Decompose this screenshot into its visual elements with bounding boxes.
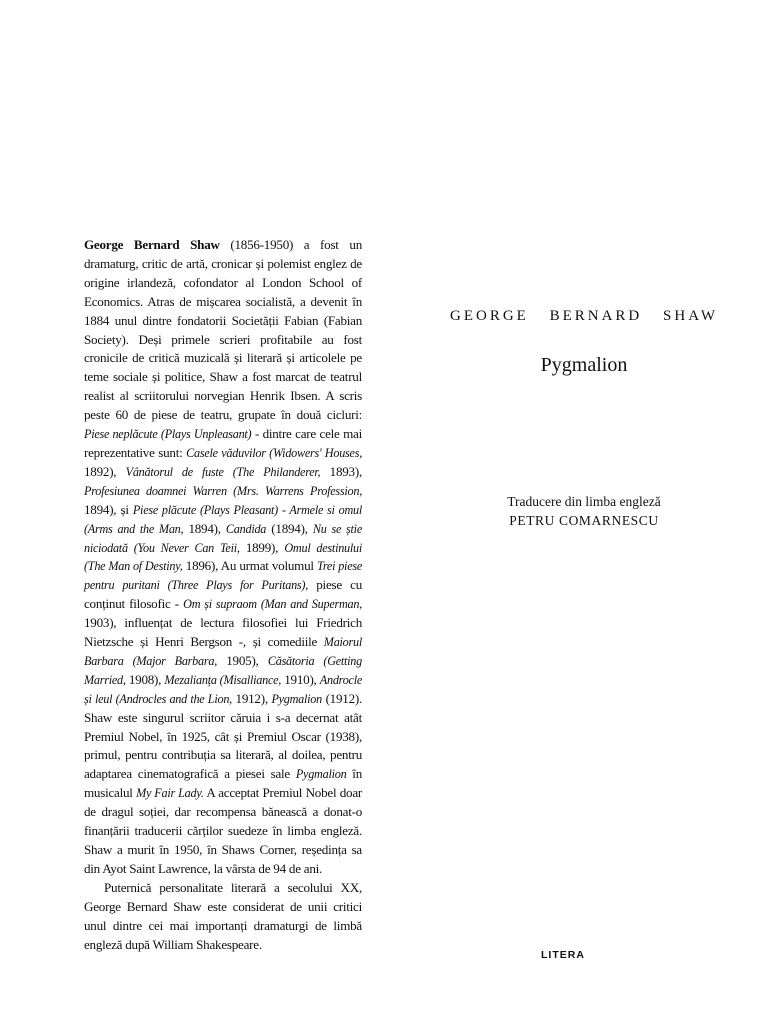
bio-text: 1905),: [217, 652, 268, 668]
play-title: Omul destinului (The Man of Destiny,: [84, 540, 363, 574]
bio-text: 1903), influențat de lectura filosofiei lui Friedrich Nietzsche și Henri Bergson -, și comediile: [84, 615, 362, 650]
bio-text: 1894), și: [84, 501, 133, 517]
bio-text: - dintre care cele mai reprezentative sunt:: [84, 426, 363, 460]
translation-note: Traducere din limba engleză: [507, 494, 661, 509]
play-title: Profesiunea doamnei Warren (Mrs. Warrens Profession,: [84, 483, 362, 498]
bio-text: 1910),: [281, 671, 320, 687]
author-last-name: SHAW: [663, 308, 718, 324]
play-title: Casele văduvilor (Widowers' Houses,: [186, 445, 362, 460]
bio-text: 1893),: [320, 463, 362, 479]
bio-text: în musicalul: [84, 766, 362, 801]
volume-title: Trei piese pentru puritani (Three Plays for Puritans),: [84, 559, 363, 593]
cycle-title: Piese neplăcute (Plays Unpleasant): [84, 427, 252, 442]
bio-text: (1912). Shaw este singurul scriitor căruia i s-a decernat atât Premiul Nobel, în 1925, cât și Premiul Oscar (1938), primul, pentru contribuția sa literară, al doilea, pentru adaptarea cinematografică a piesei sale: [84, 690, 362, 782]
cycle-title: Piese plăcute (Plays Pleasant) - Armele si omul (Arms and the Man,: [84, 502, 362, 536]
biography-paragraph: [84, 236, 362, 879]
play-title: Maiorul Barbara (Major Barbara,: [84, 635, 362, 668]
book-title: Pygmalion: [540, 354, 628, 376]
play-title: Vânătorul de fuste (The Philanderer,: [125, 464, 321, 479]
translator-name: PETRU COMARNESCU: [509, 513, 659, 528]
bio-text: A acceptat Premiul Nobel doar de dragul soției, dar recompensa bănească a donat-o finanțării traducerii cărților suedeze în limba engleză. Shaw a murit în 1950, în Shaws Corner, reședința sa din Ayot Saint Lawrence, la vârsta de 94 de ani.: [84, 785, 362, 876]
author-middle-name: BERNARD: [549, 308, 643, 324]
play-title: Mezalianța (Misalliance,: [164, 672, 282, 687]
play-title: Nu se știe niciodată (You Never Can Teii,: [84, 521, 362, 555]
bio-text: piese cu conținut filosofic -: [84, 577, 362, 612]
bio-author-name: George Bernard Shaw: [84, 237, 220, 252]
bio-text: 1894),: [183, 520, 226, 536]
bio-text: (1894),: [266, 520, 313, 536]
play-title: Pygmalion: [295, 767, 347, 782]
bio-text: 1896), Au urmat volumul: [182, 558, 318, 574]
bio-text: 1899),: [239, 539, 285, 555]
bio-text: 1908),: [125, 671, 165, 687]
translation-credit: [450, 492, 718, 530]
play-title: Căsătoria (Getting Married,: [84, 653, 362, 687]
bio-text: 1912),: [231, 690, 272, 706]
bio-text: 1892),: [84, 463, 126, 479]
play-title: Androcle și leul (Androcles and the Lion,: [84, 672, 363, 706]
bio-text: (1856-1950) a fost un dramaturg, critic de artă, cronicar și polemist englez de origine irlandeză, cofondator al London School of Economics. Atras de mișcarea socialistă, a devenit în 1884 unul dintre fondatorii Societății Fabian (Fabian Society). Deși primele scrieri profitabile au fost cronicile de critică muzicală și literară și articolele pe teme sociale și politice, Shaw a fost marcat de teatrul realist al scriitorului norvegian Henrik Ibsen. A scris peste 60 de piese de teatru, grupate în două cicluri:: [84, 237, 362, 423]
play-title: Om și supraom (Man and Superman,: [183, 597, 363, 612]
play-title: Pygmalion: [271, 691, 322, 706]
author-name: [450, 306, 718, 326]
publisher-logo: LITERA: [541, 949, 585, 961]
author-first-name: GEORGE: [450, 308, 529, 324]
play-title: Candida: [225, 521, 267, 536]
musical-title: My Fair Lady.: [136, 786, 204, 801]
closing-paragraph: Puternică personalitate literară a secolului XX, George Bernard Shaw este considerat de unii critici unul dintre cei mai importanți dramaturgi de limbă engleză după William Shakespeare.: [84, 879, 362, 952]
author-biography: [84, 236, 362, 954]
